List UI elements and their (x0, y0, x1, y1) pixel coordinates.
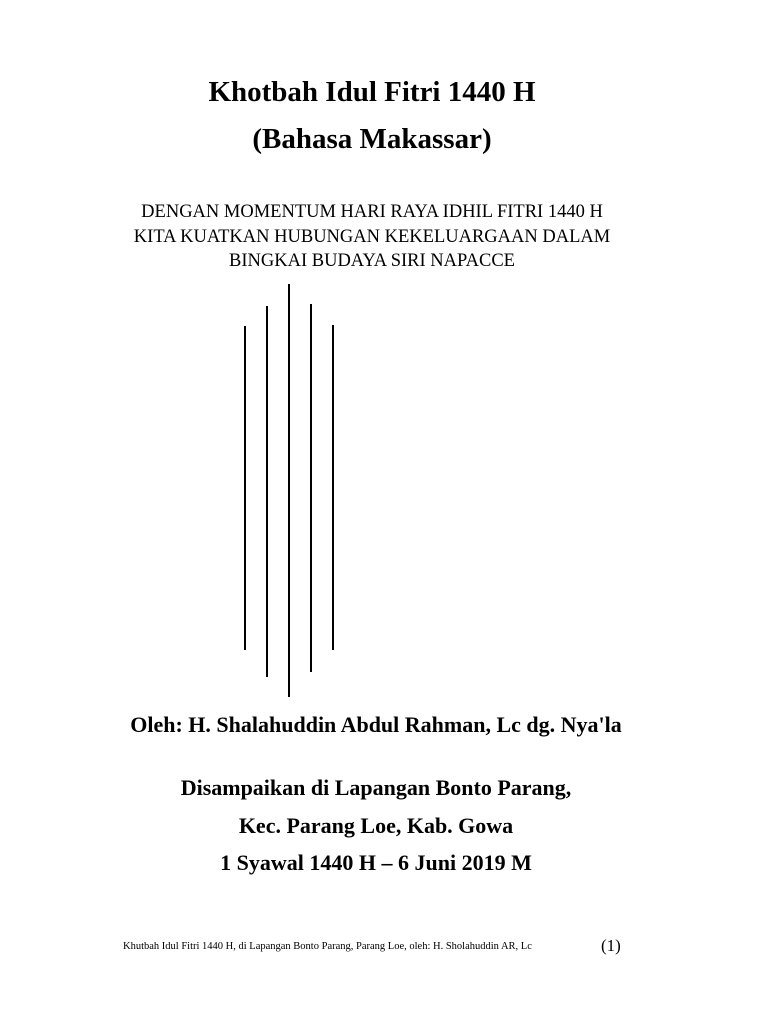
date-line: 1 Syawal 1440 H – 6 Juni 2019 M (220, 850, 532, 875)
document-title: Khotbah Idul Fitri 1440 H (208, 76, 536, 108)
page-number: (1) (601, 936, 621, 955)
venue-line-2: Kec. Parang Loe, Kab. Gowa (238, 813, 514, 838)
theme-line-3: BINGKAI BUDAYA SIRI NAPACCE (229, 251, 515, 271)
document-title-language: (Bahasa Makassar) (252, 123, 492, 155)
theme-line-2: KITA KUATKAN HUBUNGAN KEKELUARGAAN DALAM (133, 227, 611, 247)
page-footer: Khutbah Idul Fitri 1440 H, di Lapangan Bonto Parang, Parang Loe, oleh: H. Sholahuddin AR, Lc (123, 941, 532, 952)
author-line: Oleh: H. Shalahuddin Abdul Rahman, Lc dg. Nya'la (130, 712, 622, 737)
venue-line-1: Disampaikan di Lapangan Bonto Parang, (180, 775, 572, 800)
theme-line-1: DENGAN MOMENTUM HARI RAYA IDHIL FITRI 1440 H (141, 202, 603, 222)
